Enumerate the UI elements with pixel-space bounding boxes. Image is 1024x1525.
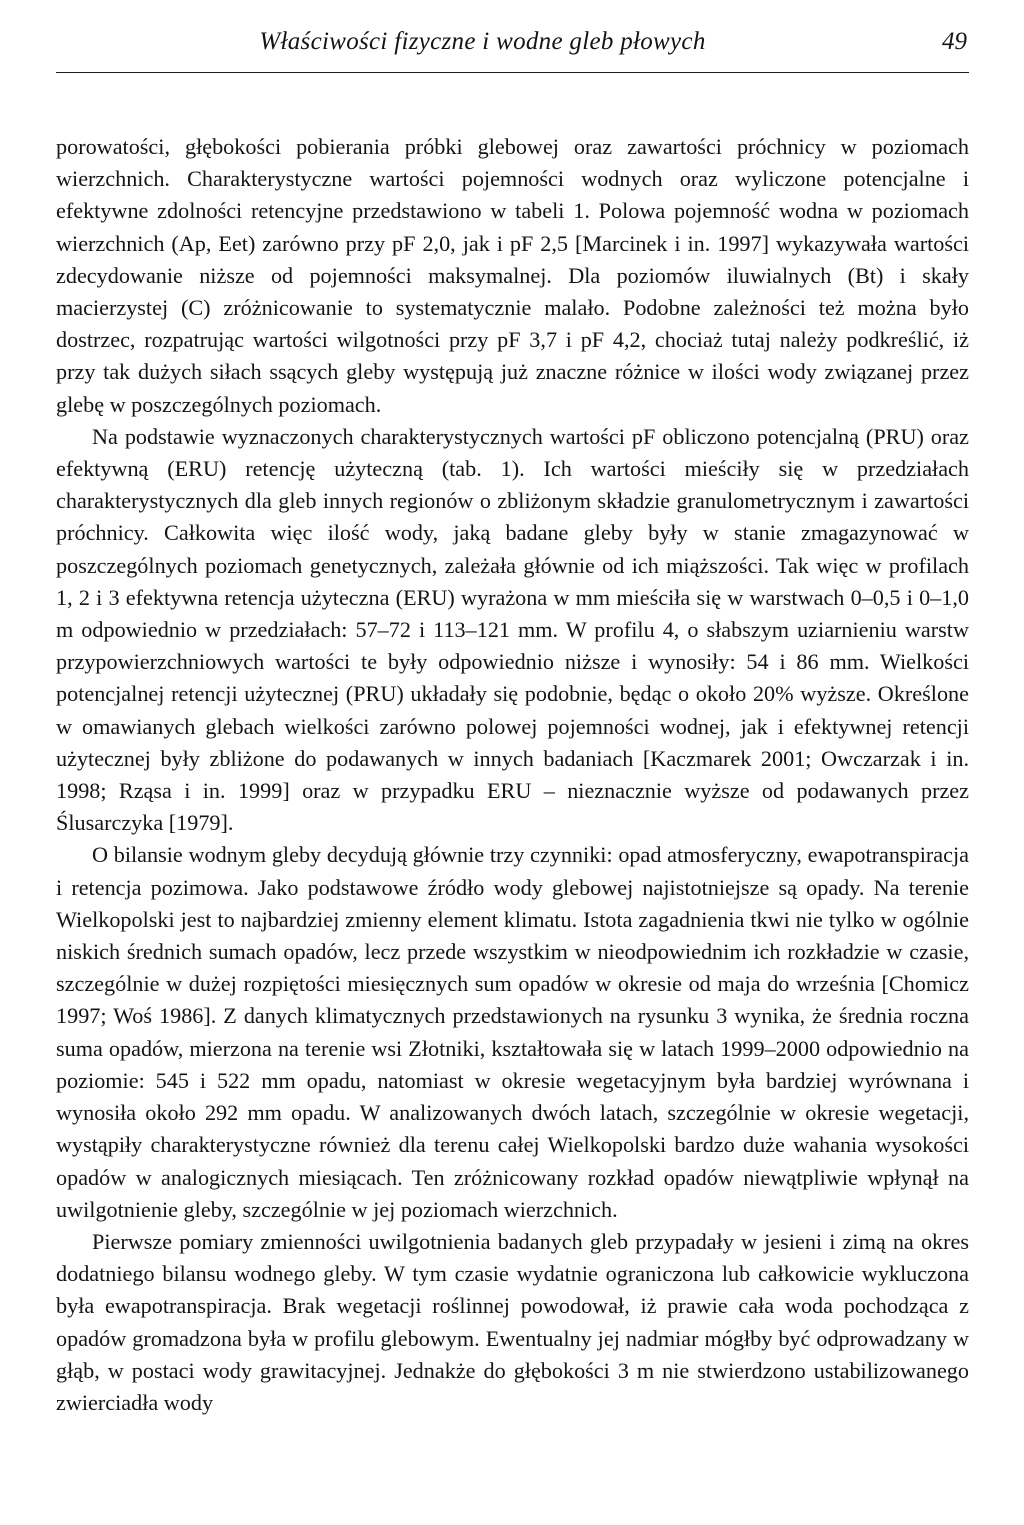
page-number: 49 xyxy=(942,28,967,55)
body-text xyxy=(56,131,969,1419)
running-header xyxy=(56,22,969,73)
paragraph-retention: Na podstawie wyznaczonych charakterystycznych wartości pF obliczono potencjalną (PRU) oraz efektywną (ERU) retencję użyteczną (tab. 1). Ich wartości mieściły się w przedziałach charakterystycznych dla gleb innych regionów o zbliżonym składzie granulometrycznym i zawartości próchnicy. Całkowita więc ilość wody, jaką badane gleby były w stanie zmagazynować w poszczególnych poziomach genetycznych, zależała głównie od ich miąższości. Tak więc w profilach 1, 2 i 3 efektywna retencja użyteczna (ERU) wyrażona w mm mieściła się w warstwach 0–0,5 i 0–1,0 m odpowiednio w przedziałach: 57–72 i 113–121 mm. W profilu 4, o słabszym uziarnieniu warstw przypowierzchniowych wartości te były odpowiednio niższe i wynosiły: 54 i 86 mm. Wielkości potencjalnej retencji użytecznej (PRU) układały się podobnie, będąc o około 20% wyższe. Określone w omawianych glebach wielkości zarówno polowej pojemności wodnej, jak i efektywnej retencji użytecznej były zbliżone do podawanych w innych badaniach [Kaczmarek 2001; Owczarzak i in. 1998; Rząsa i in. 1999] oraz w przypadku ERU – nieznacznie wyższe od podawanych przez Ślusarczyka [1979]. xyxy=(56,423,969,836)
paragraph-porosity: porowatości, głębokości pobierania próbki glebowej oraz zawartości próchnicy w poziomach wierzchnich. Charakterystyczne wartości pojemności wodnych oraz wyliczone potencjalne i efektywne zdolności retencyjne przedstawiono w tabeli 1. Polowa pojemność wodna w poziomach wierzchnich (Ap, Eet) zarówno przy pF 2,0, jak i pF 2,5 [Marcinek i in. 1997] wykazywała wartości zdecydowanie niższe od pojemności maksymalnej. Dla poziomów iluwialnych (Bt) i skały macierzystej (C) zróżnicowanie to systematycznie malało. Podobne zależności też można było dostrzec, rozpatrując wartości wilgotności przy pF 3,7 i pF 4,2, chociaż tutaj należy podkreślić, iż przy tak dużych siłach ssących gleby występują już znaczne różnice w ilości wody związanej przez glebę w poszczególnych poziomach. xyxy=(56,134,969,417)
running-title: Właściwości fizyczne i wodne gleb płowych xyxy=(259,28,706,55)
paragraph-measurements: Pierwsze pomiary zmienności uwilgotnienia badanych gleb przypadały w jesieni i zimą na okres dodatniego bilansu wodnego gleby. W tym czasie wydatnie ograniczona lub całkowicie wykluczona była ewapotranspiracja. Brak wegetacji roślinnej powodował, iż prawie cała woda pochodząca z opadów gromadzona była w profilu glebowym. Ewentualny jej nadmiar mógłby być odprowadzany w głąb, w postaci wody grawitacyjnej. Jednakże do głębokości 3 m nie stwierdzono ustabilizowanego zwierciadła wody xyxy=(56,1228,969,1415)
paragraph-water-balance: O bilansie wodnym gleby decydują głównie trzy czynniki: opad atmosferyczny, ewapotranspiracja i retencja pozimowa. Jako podstawowe źródło wody glebowej najistotniejsze są opady. Na terenie Wielkopolski jest to najbardziej zmienny element klimatu. Istota zagadnienia tkwi nie tylko w ogólnie niskich średnich sumach opadów, lecz przede wszystkim w nieodpowiednim ich rozkładzie w czasie, szczególnie w dużej rozpiętości miesięcznych sum opadów w okresie od maja do września [Chomicz 1997; Woś 1986]. Z danych klimatycznych przedstawionych na rysunku 3 wynika, że średnia roczna suma opadów, mierzona na terenie wsi Złotniki, kształtowała się w latach 1999–2000 odpowiednio na poziomie: 545 i 522 mm opadu, natomiast w okresie wegetacyjnym była bardziej wyrównana i wynosiła około 292 mm opadu. W analizowanych dwóch latach, szczególnie w okresie wegetacji, wystąpiły charakterystyczne również dla terenu całej Wielkopolski bardzo duże wahania wysokości opadów w analogicznych miesiącach. Ten zróżnicowany rozkład opadów niewątpliwie wpłynął na uwilgotnienie gleby, szczególnie w jej poziomach wierzchnich. xyxy=(56,842,969,1222)
page xyxy=(56,22,969,1419)
